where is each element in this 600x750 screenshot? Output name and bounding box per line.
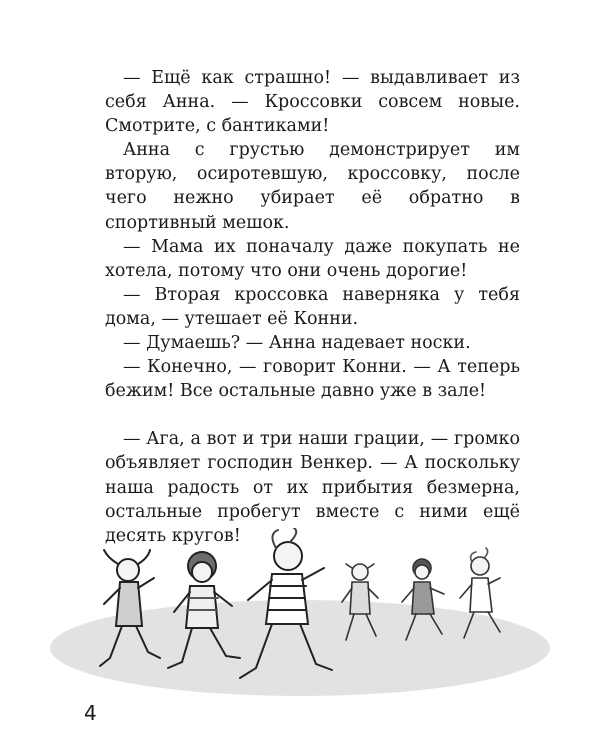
paragraph: — Конечно, — говорит Конни. — А теперь бежим! Все остальные давно уже в зале! [105,357,520,402]
paragraph: — Ещё как страшно! — выдавливает из себя Анна. — Кроссовки совсем новые. Смотрите, с бантиками! [105,68,520,137]
page-body-text [105,66,520,548]
section-break [105,403,520,427]
page-number: 4 [84,701,97,725]
paragraph: — Ага, а вот и три наши грации, — громко объявляет господин Венкер. — А поскольку наша радость от их прибытия безмерна, остальные пробегут вместе с ними ещё десять кругов! [105,429,520,546]
paragraph: Анна с грустью демонстрирует им вторую, осиротевшую, кроссовку, после чего нежно убирает её обратно в спортивный мешок. [105,140,520,233]
paragraph: — Вторая кроссовка наверняка у тебя дома, — утешает её Конни. [105,284,520,329]
paragraph: — Мама их поначалу даже покупать не хотела, потому что они очень дорогие! [105,236,520,281]
running-children-illustration [50,528,550,703]
paragraph: — Думаешь? — Анна надевает носки. [123,333,471,354]
